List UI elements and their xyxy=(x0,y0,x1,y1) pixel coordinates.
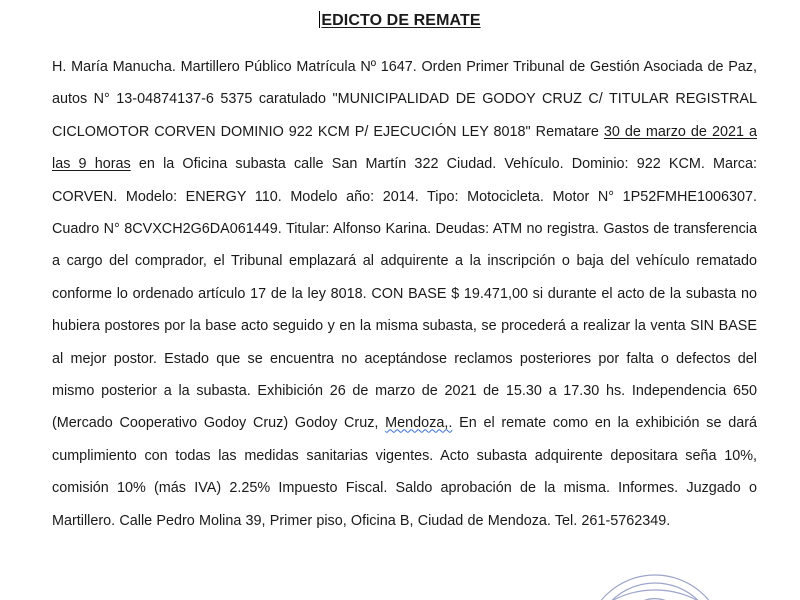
edict-intro-text: H. María Manucha. Martillero Público Matrícula Nº 1647. Orden Primer Tribunal de Gestión Asociada de Paz, autos N° 13-04874137-6 5375 caratulado "MUNICIPALIDAD DE GODOY CRUZ C/ TITULAR REGISTRAL CICLOMOTOR CORVEN DOMINIO 922 KCM P/ EJECUCIÓN LEY 8018" Rematare xyxy=(52,59,757,140)
spellcheck-flagged-text: Mendoza,. xyxy=(385,415,453,432)
edict-details-text: en la Oficina subasta calle San Martín 322 Ciudad. Vehículo. Dominio: 922 KCM. Marca: CORVEN. Modelo: ENERGY 110. Modelo año: 2014. Tipo: Motocicleta. Motor N° 1P52FMHE1006307. Cuadro N° 8CVXCH2G6DA061449. Titular: Alfonso Karina. Deudas: ATM no registra. Gastos de transferencia a cargo del comprador, el Tribunal emplazará al adquirente a la inscripción o baja del vehículo rematado conforme lo ordenado artículo 17 de la ley 8018. CON BASE $ 19.471,00 si durante el acto de la subasta no hubiera postores por la base acto seguido y en la misma subasta, se procederá a realizar la venta SIN BASE al mejor postor. Estado que se encuentra no aceptándose reclamos posteriores por falta o defectos del mismo posterior a la subasta. Exhibición 26 de marzo de 2021 de 15.30 a 17.30 hs. Independencia 650 (Mercado Cooperativo Godoy Cruz) Godoy Cruz, xyxy=(52,156,757,432)
edict-closing-text: En el remate como en la exhibición se dará cumplimiento con todas las medidas sanitarias vigentes. Acto subasta adquirente depositara seña 10%, comisión 10% (más IVA) 2.25% Impuesto Fiscal. Saldo aprobación de la misma. Informes. Juzgado o Martillero. Calle Pedro Molina 39, Primer piso, Oficina B, Ciudad de Mendoza. Tel. 261-5762349. xyxy=(52,415,758,529)
document-title xyxy=(0,11,800,30)
seal-stamp-graphic xyxy=(560,550,740,600)
edict-body-paragraph xyxy=(52,51,757,537)
document-title-text: EDICTO DE REMATE xyxy=(321,12,481,29)
auction-date-text: 30 de marzo de 2021 a las 9 horas xyxy=(52,123,757,173)
